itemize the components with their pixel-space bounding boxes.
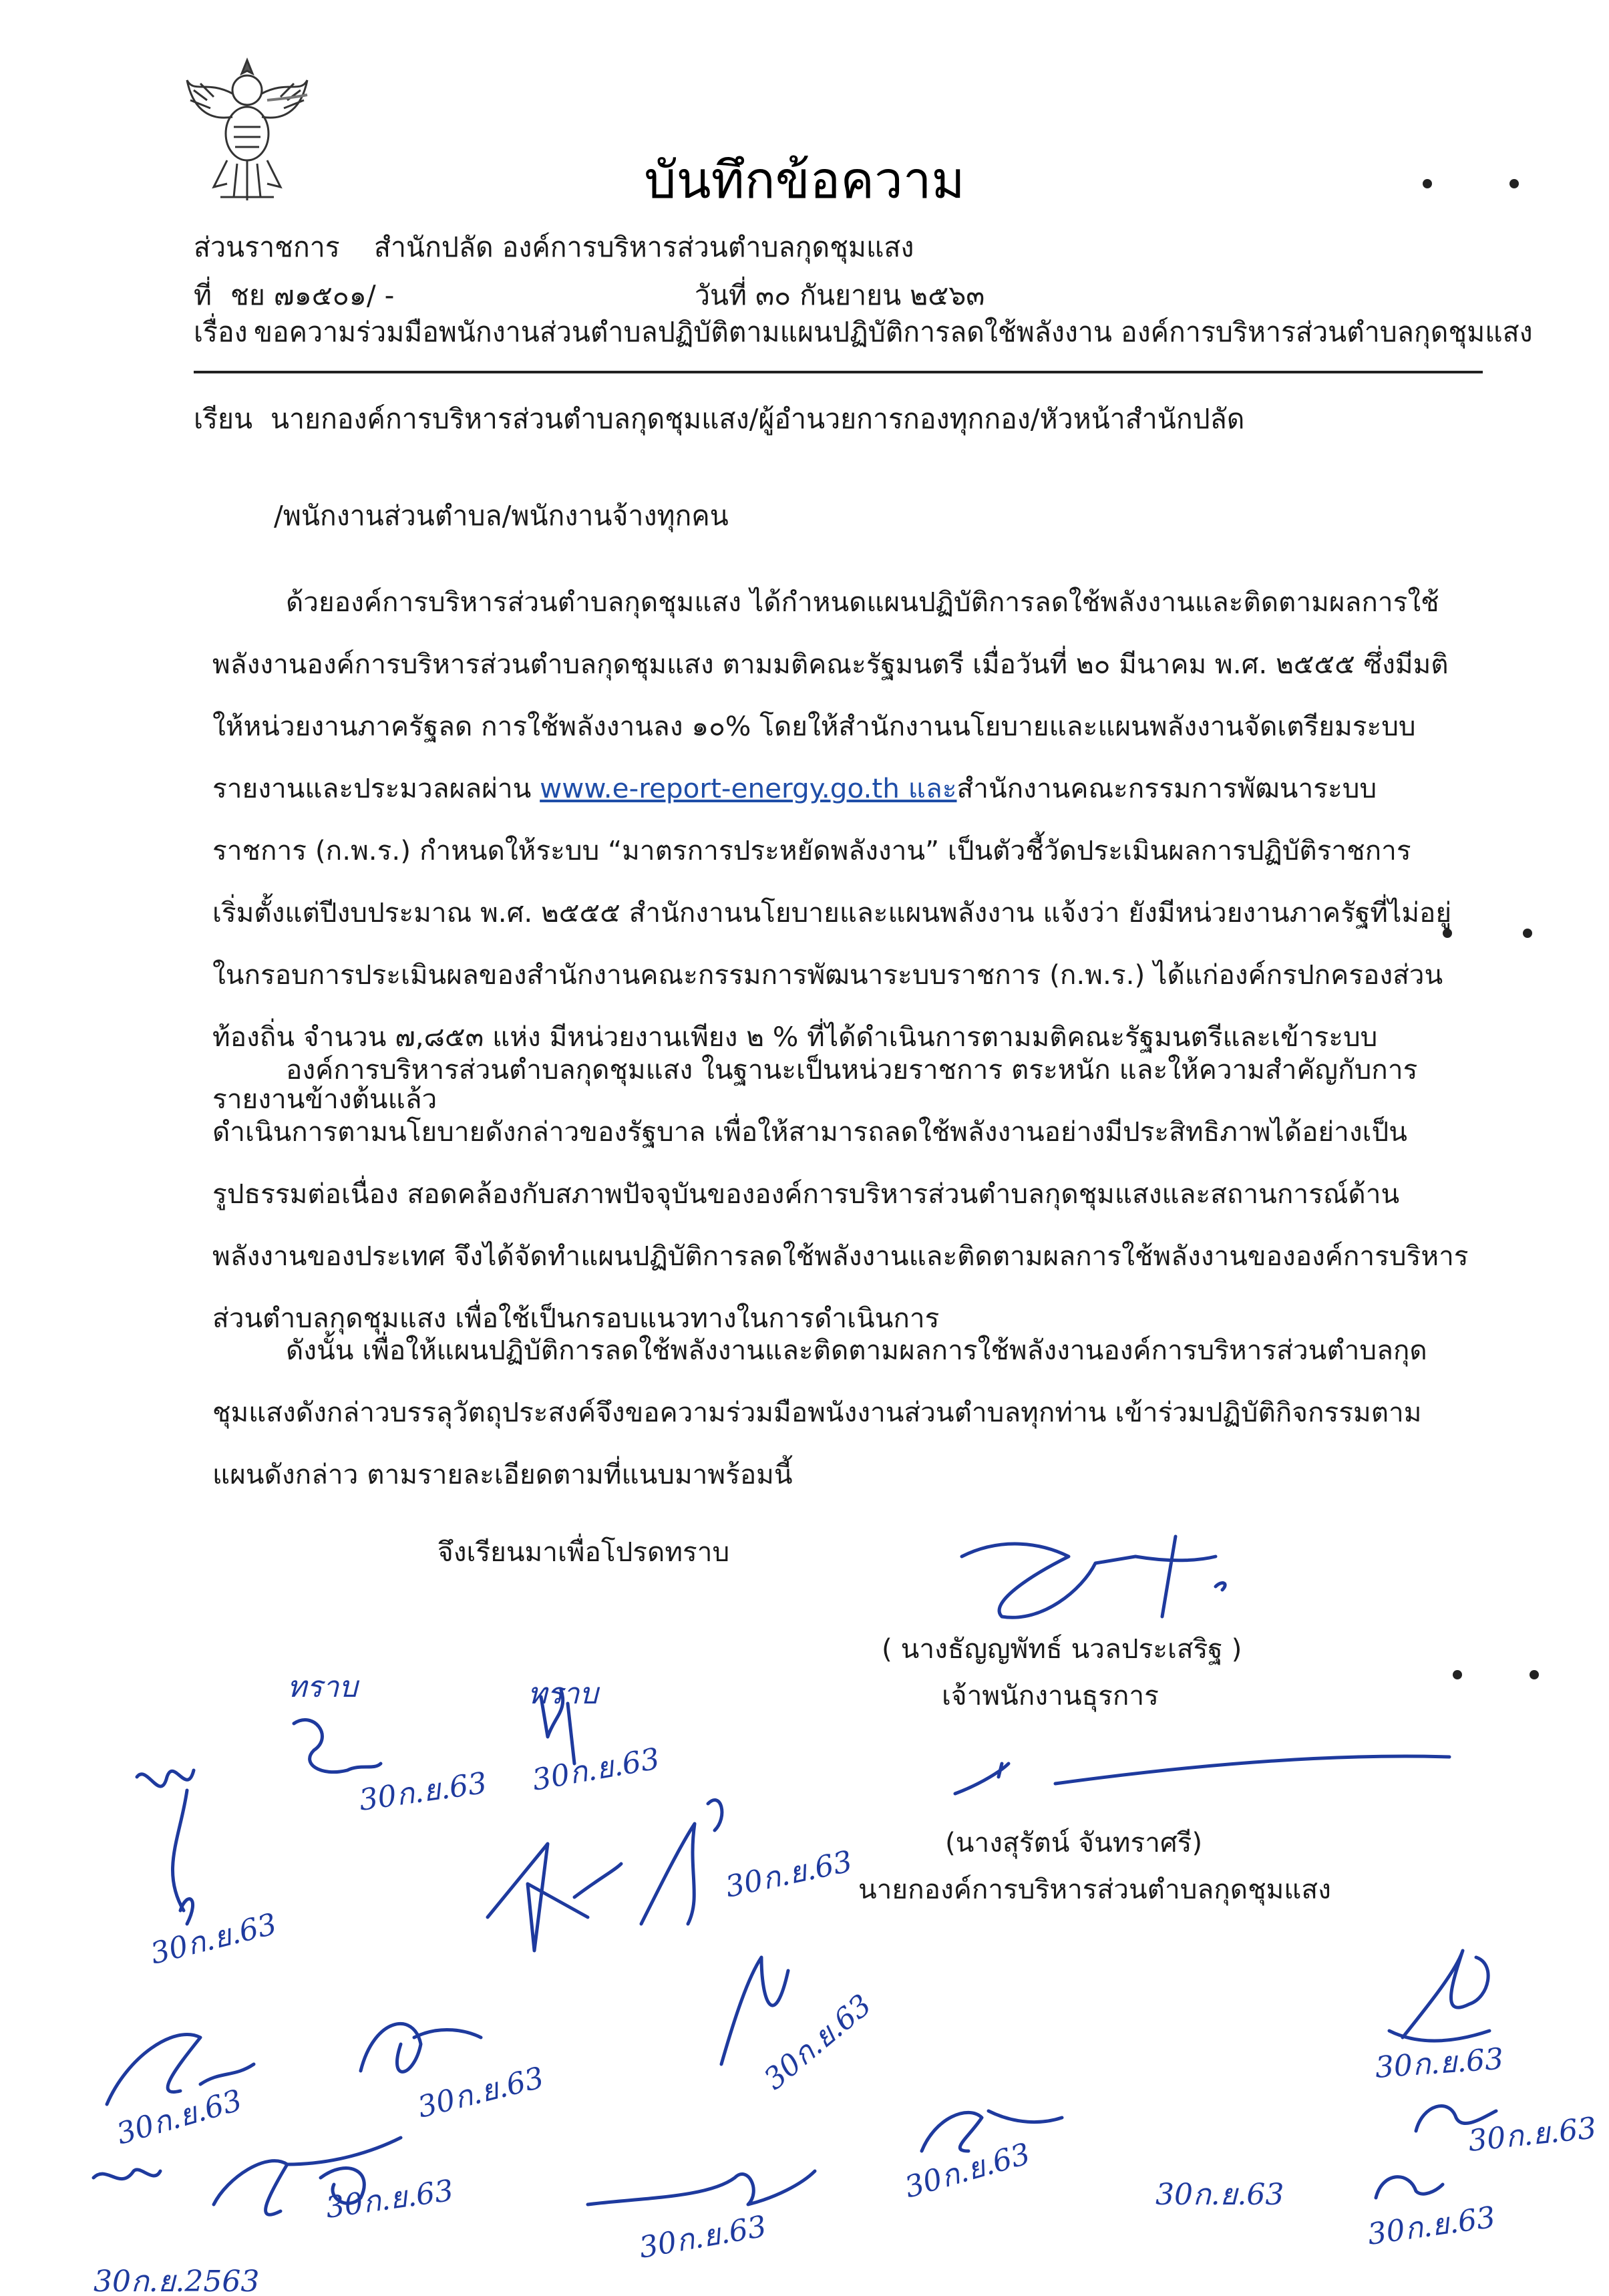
handwritten-note: ทราบ	[528, 1677, 598, 1711]
paragraph-line: ชุมแสงดังกล่าวบรรลุวัตถุประสงค์จึงขอความร่วมมือพนังงานส่วนตำบลทุกท่าน เข้าร่วมปฏิบัติกิจกรรมตาม	[212, 1396, 1422, 1428]
paragraph-line: ส่วนตำบลกุดชุมแสง เพื่อใช้เป็นกรอบแนวทางในการดำเนินการ	[212, 1302, 940, 1334]
e-report-link[interactable]: www.e-report-energy.go.th และ	[540, 772, 957, 804]
paragraph-line: พลังงานของประเทศ จึงได้จัดทำแผนปฏิบัติการลดใช้พลังงานและติดตามผลการใช้พลังงานขององค์การบริหาร	[212, 1240, 1469, 1272]
handwritten-date: 30ก.ย.63	[1365, 2200, 1498, 2252]
signature-stroke	[641, 1800, 722, 1924]
body-paragraph-2	[212, 1039, 1481, 1349]
salutation-label: เรียน	[194, 403, 253, 435]
signature-stroke	[107, 2035, 254, 2104]
signature-stroke	[721, 1957, 788, 2064]
handwritten-date: 30ก.ย.63	[1374, 2041, 1505, 2085]
signature-stroke	[361, 2023, 481, 2072]
paragraph-fragment: รายงานและประมวลผลผ่าน	[212, 772, 540, 804]
signature-stroke	[922, 2111, 1062, 2151]
handwritten-note: ทราบ	[287, 1670, 358, 1704]
paragraph-line: รูปธรรมต่อเนื่อง สอดคล้องกับสภาพปัจจุบันขององค์การบริหารส่วนตำบลกุดชุมแสงและสถานการณ์ด้าน	[212, 1178, 1400, 1210]
paragraph-line: ให้หน่วยงานภาครัฐลด การใช้พลังงานลง ๑๐% โดยให้สำนักงานนโยบายและแผนพลังงานจัดเตรียมระบบ	[212, 710, 1416, 742]
handwritten-date: 30ก.ย.63	[112, 2083, 246, 2152]
paragraph-line: เริ่มตั้งแต่ปีงบประมาณ พ.ศ. ๒๕๕๕ สำนักงานนโยบายและแผนพลังงาน แจ้งว่า ยังมีหน่วยงานภาครัฐที่ไม่อยู่	[212, 896, 1452, 929]
scan-speck	[1509, 179, 1519, 188]
signature-stroke	[962, 1536, 1216, 1617]
signer1-title: เจ้าพนักงานธุรการ	[942, 1679, 1159, 1711]
signature-stroke	[1216, 1583, 1225, 1590]
handwritten-date: 30ก.ย.63	[147, 1907, 281, 1971]
subject-label: เรื่อง	[194, 316, 248, 348]
signature-stroke	[955, 1756, 1449, 1794]
signature-stroke	[214, 2138, 401, 2215]
scan-speck	[1523, 929, 1532, 938]
signer1-name: ( นางธัญญพัทธ์ นวลประเสริฐ )	[882, 1633, 1242, 1665]
subject-text: ขอความร่วมมือพนักงานส่วนตำบลปฏิบัติตามแผนปฏิบัติการลดใช้พลังงาน องค์การบริหารส่วนตำบลกุดชุมแสง	[254, 316, 1533, 348]
handwritten-date: 30ก.ย.63	[323, 2173, 456, 2225]
handwritten-date: 30ก.ย.63	[414, 2060, 548, 2125]
paragraph-line: องค์การบริหารส่วนตำบลกุดชุมแสง ในฐานะเป็นหน่วยราชการ ตระหนัก และให้ความสำคัญกับการ	[286, 1053, 1418, 1086]
ref-label: ที่	[194, 279, 212, 311]
signature-stroke	[1416, 2106, 1496, 2131]
signature-stroke	[294, 1720, 381, 1772]
handwritten-date: 30ก.ย.63	[757, 1987, 878, 2097]
signer2-name: (นางสุรัตน์ จันทราศรี)	[945, 1826, 1203, 1858]
paragraph-line: รายงานข้างต้นแล้ว	[212, 1083, 437, 1115]
scan-speck	[1453, 1670, 1462, 1679]
paragraph-line: ดำเนินการตามนโยบายดังกล่าวของรัฐบาล เพื่อให้สามารถลดใช้พลังงานอย่างมีประสิทธิภาพได้อย่างเป็น	[212, 1116, 1407, 1148]
signature-stroke	[1389, 1951, 1489, 2041]
signature-stroke	[137, 1770, 194, 1924]
paragraph-line: ดังนั้น เพื่อให้แผนปฏิบัติการลดใช้พลังงานและติดตามผลการใช้พลังงานองค์การบริหารส่วนตำบลกุด	[286, 1334, 1427, 1366]
ref-number: ชย ๗๑๕๐๑/ -	[230, 279, 395, 311]
paragraph-line: ท้องถิ่น จำนวน ๗,๘๕๓ แห่ง มีหน่วยงานเพียง ๒ % ที่ได้ดำเนินการตามมติคณะรัฐมนตรีและเข้าระบบ	[212, 1021, 1378, 1053]
salutation-recipients-cont: /พนักงานส่วนตำบล/พนักงานจ้างทุกคน	[274, 500, 729, 532]
handwritten-date: 30ก.ย.63	[1466, 2111, 1598, 2158]
closing-remark: จึงเรียนมาเพื่อโปรดทราบ	[437, 1536, 730, 1568]
document-date: วันที่ ๓๐ กันยายน ๒๕๖๓	[695, 279, 985, 311]
paragraph-line: ในกรอบการประเมินผลของสำนักงานคณะกรรมการพัฒนาระบบราชการ (ก.พ.ร.) ได้แก่องค์กรปกครองส่วน	[212, 959, 1443, 991]
paragraph-line: ราชการ (ก.พ.ร.) กำหนดให้ระบบ “มาตรการประหยัดพลังงาน” เป็นตัวชี้วัดประเมินผลการปฏิบัติราชการ	[212, 834, 1411, 866]
handwritten-date: 30ก.ย.63	[637, 2209, 769, 2265]
signature-stroke	[94, 2170, 160, 2179]
scan-speck	[1423, 179, 1432, 188]
salutation-recipients: นายกองค์การบริหารส่วนตำบลกุดชุมแสง/ผู้อำนวยการกองทุกกอง/หัวหน้าสำนักปลัด	[271, 403, 1245, 435]
header-divider	[194, 371, 1483, 373]
signature-stroke	[321, 2168, 364, 2204]
handwritten-date: 30ก.ย.63	[900, 2136, 1034, 2205]
handwritten-date: 30ก.ย.63	[722, 1844, 856, 1905]
paragraph-fragment: สำนักงานคณะกรรมการพัฒนาระบบ	[956, 772, 1377, 804]
handwritten-date: 30ก.ย.63	[530, 1742, 663, 1798]
paragraph-line	[212, 758, 1481, 820]
handwritten-date: 30ก.ย.63	[357, 1766, 490, 1818]
handwritten-date: 30ก.ย.2563	[94, 2265, 260, 2296]
paragraph-line: แผนดังกล่าว ตามรายละเอียดตามที่แนบมาพร้อมนี้	[212, 1458, 793, 1490]
paragraph-line: ด้วยองค์การบริหารส่วนตำบลกุดชุมแสง ได้กำหนดแผนปฏิบัติการลดใช้พลังงานและติดตามผลการใช้	[286, 586, 1439, 618]
department-value: สำนักปลัด องค์การบริหารส่วนตำบลกุดชุมแสง	[374, 231, 914, 263]
paragraph-line: พลังงานองค์การบริหารส่วนตำบลกุดชุมแสง ตามมติคณะรัฐมนตรี เมื่อวันที่ ๒๐ มีนาคม พ.ศ. ๒๕๕๕ ซึ่งมีมติ	[212, 648, 1449, 680]
signature-stroke	[1376, 2177, 1443, 2198]
scan-speck	[1443, 929, 1452, 938]
signature-stroke	[488, 1844, 621, 1951]
scan-speck	[1530, 1670, 1539, 1679]
signature-stroke	[541, 1690, 574, 1764]
signature-stroke	[588, 2171, 815, 2204]
department-label: ส่วนราชการ	[194, 231, 340, 263]
signer2-title: นายกองค์การบริหารส่วนตำบลกุดชุมแสง	[858, 1873, 1331, 1905]
handwritten-date: 30ก.ย.63	[1155, 2178, 1284, 2212]
page-title: บันทึกข้อความ	[644, 150, 965, 210]
body-paragraph-3	[212, 1319, 1481, 1506]
